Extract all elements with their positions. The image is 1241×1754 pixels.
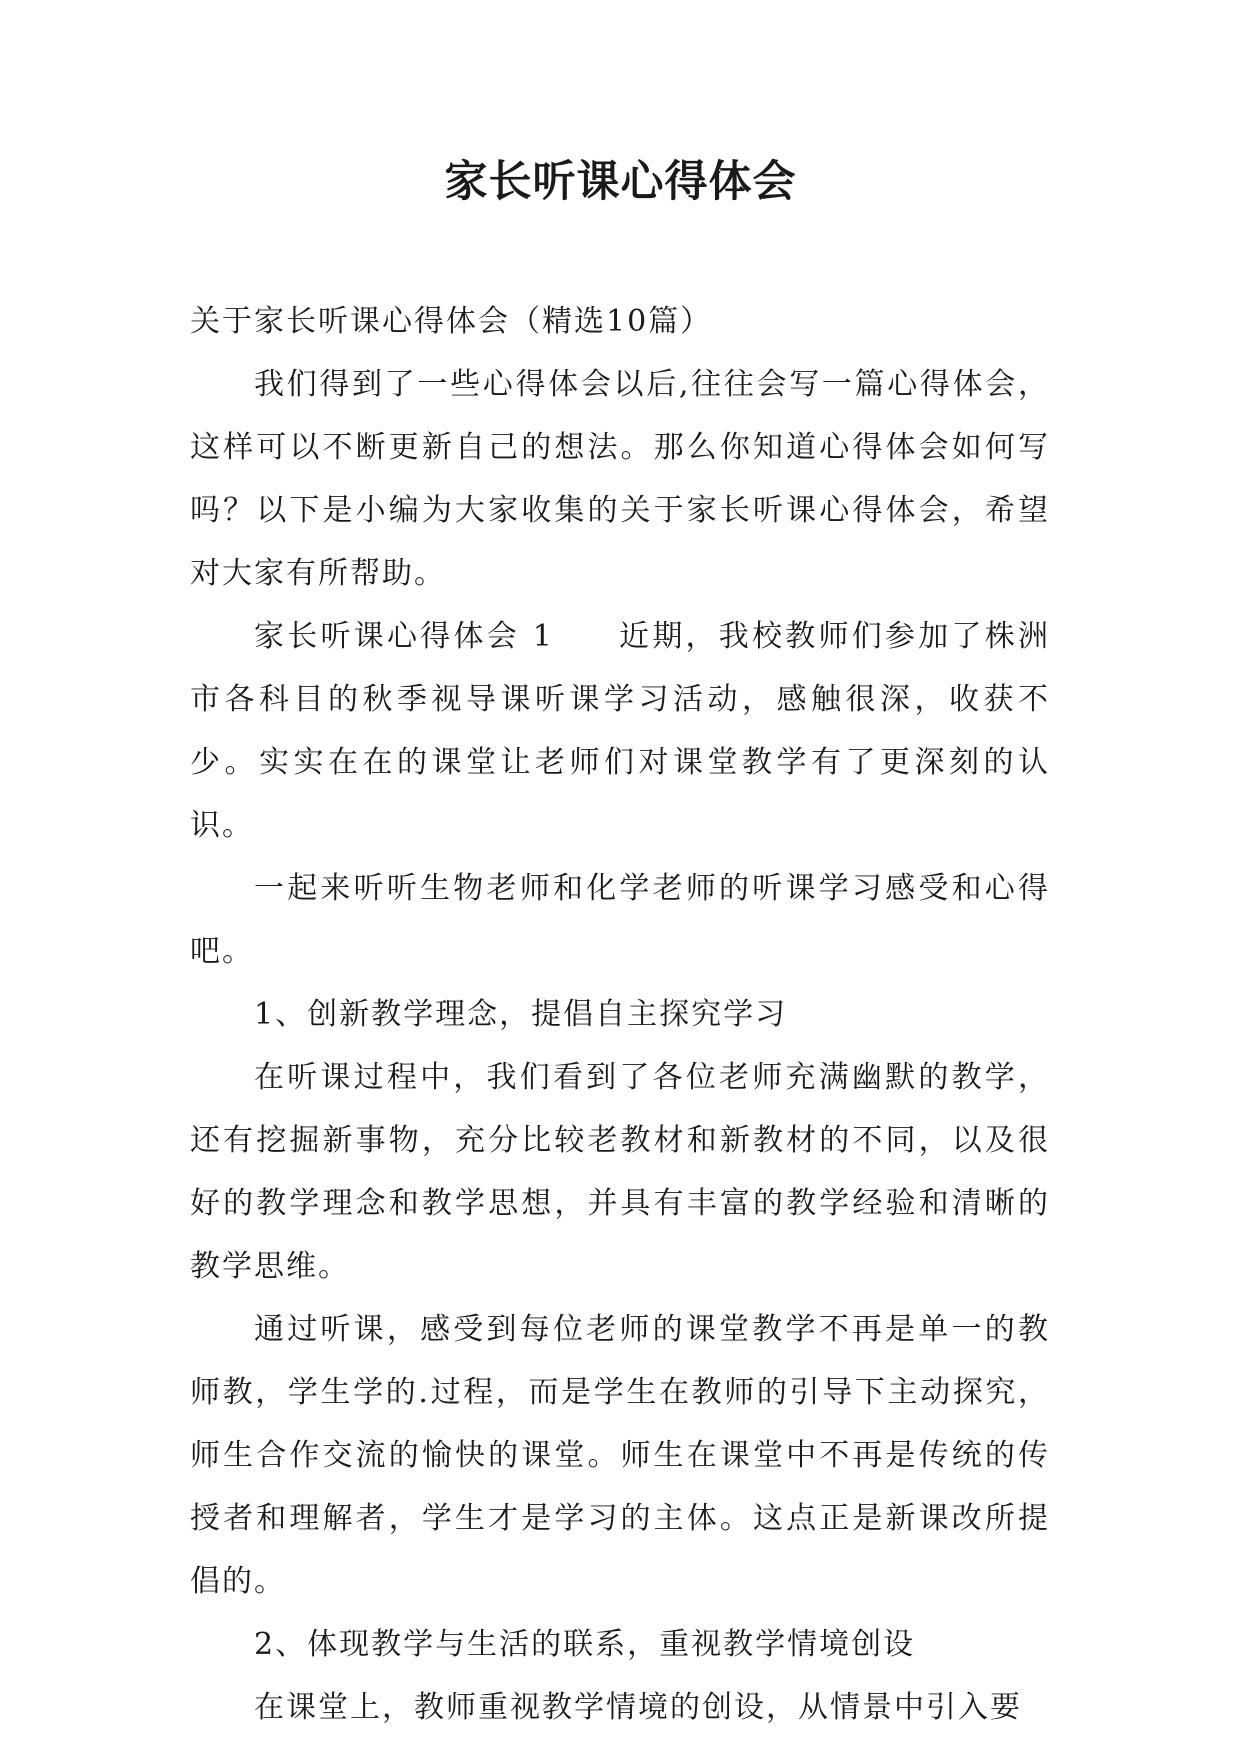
document-title: 家长听课心得体会 [444,157,797,207]
paragraph-heading-1: 1、创新教学理念，提倡自主探究学习 [254,997,788,1032]
paragraph-listen: 一起来听听生物老师和化学老师的听课学习感受和心得吧。 [190,871,1050,969]
paragraph-heading-2: 2、体现教学与生活的联系，重视教学情境创设 [254,1627,916,1662]
paragraph-observation: 在听课过程中，我们看到了各位老师充满幽默的教学，还有挖掘新事物，充分比较老教材和新教材的不同，以及很好的教学理念和教学思想，并具有丰富的教学经验和清晰的教学思维。 [190,1060,1050,1284]
document-subtitle: 关于家长听课心得体会（精选10篇） [190,304,713,339]
document-body [190,290,1050,1739]
paragraph-section-1 [190,605,1050,857]
section-1-text: 近期，我校教师们参加了株洲市各科目的秋季视导课听课学习活动，感触很深，收获不少。实实在在的课堂让老师们对课堂教学有了更深刻的认识。 [190,619,1051,843]
paragraph-intro: 我们得到了一些心得体会以后,往往会写一篇心得体会，这样可以不断更新自己的想法。那么你知道心得体会如何写吗？以下是小编为大家收集的关于家长听课心得体会，希望对大家有所帮助。 [190,367,1050,591]
paragraph-feeling: 通过听课，感受到每位老师的课堂教学不再是单一的教师教，学生学的.过程，而是学生在教师的引导下主动探究，师生合作交流的愉快的课堂。师生在课堂中不再是传统的传授者和理解者，学生才是学习的主体。这点正是新课改所提倡的。 [190,1312,1050,1599]
paragraph-classroom: 在课堂上，教师重视教学情境的创设，从情景中引入要 [254,1690,1022,1725]
section-1-heading: 家长听课心得体会 1 [254,619,554,654]
